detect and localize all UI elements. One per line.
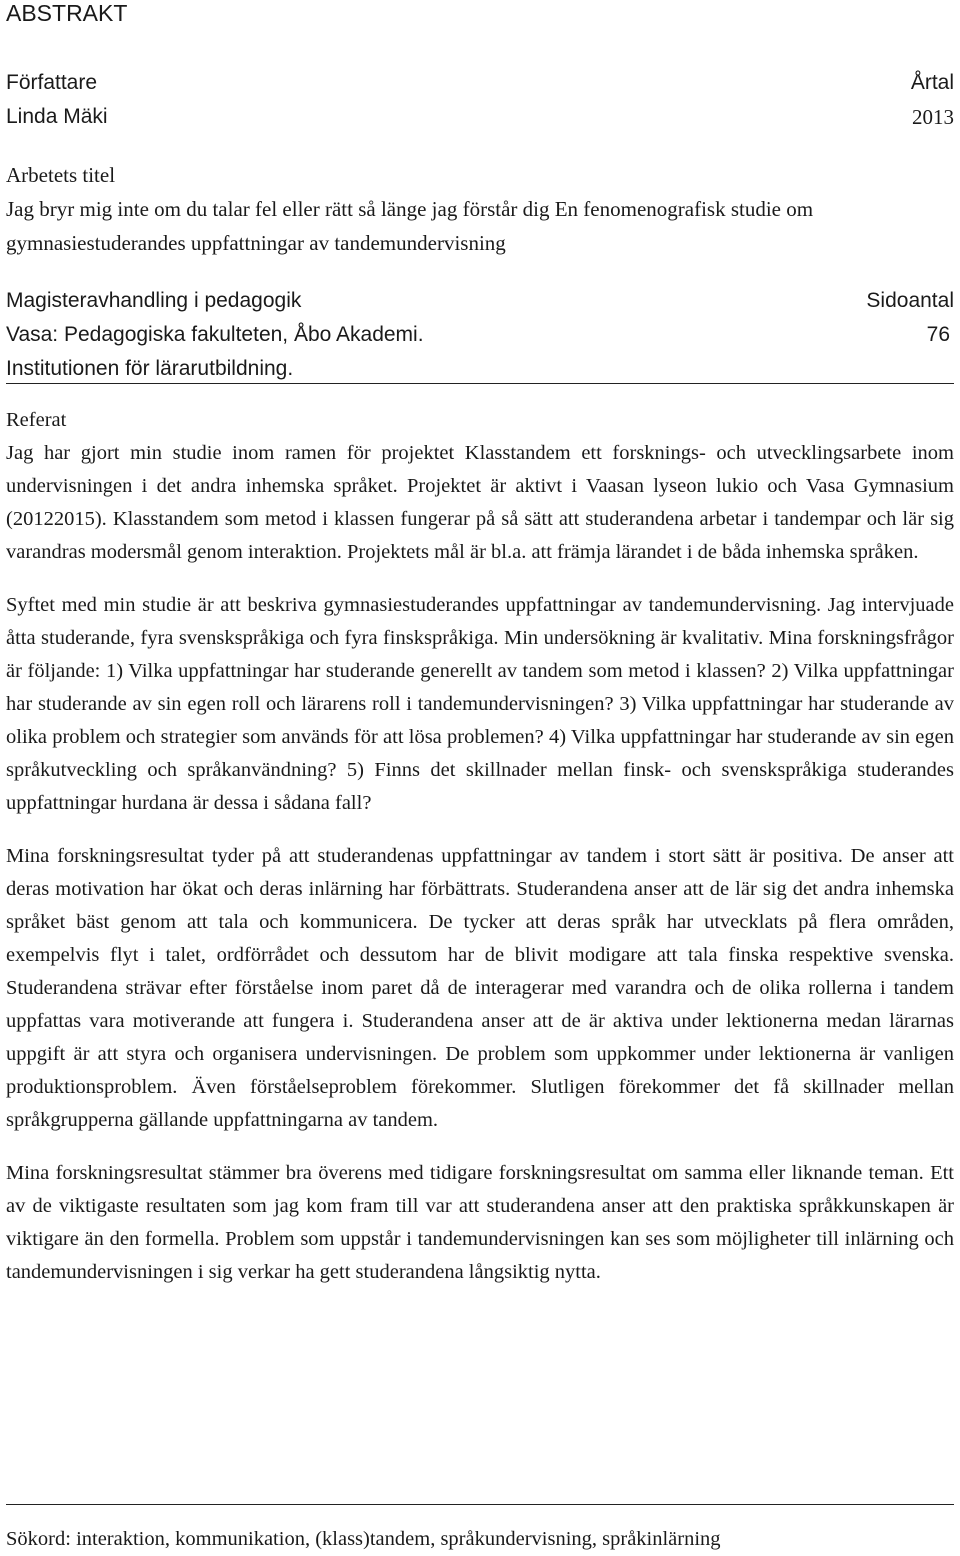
keywords-line: [6, 1524, 954, 1554]
abstract-paragraph-3: Mina forskningsresultat tyder på att studerandenas uppfattningar av tandem i stort sätt är positiva. De anser att deras motivation har ökat och deras inlärning har förbättrats. Studerandena anser att de lär sig det andra inhemska språket bäst genom att tala och kommunicera. De tycker att deras språk har utvecklats på flera områden, exempelvis flyt i talet, ordförrådet och dessutom har de blivit modigare att tala finska respektive svenska. Studerandena strävar efter förståelse inom paret då de interagerar med varandra och de olika rollerna i tandem uppfattas vara motiverande att fungera i. Studerandena anser att de är aktiva under lektionerna medan lärarnas uppgift är att styra och organisera undervisningen. De problem som uppkommer under lektionerna är vanligen produktionsproblem. Även förståelseproblem förekommer. Slutligen förekommer det få skillnader mellan språkgrupperna gällande uppfattningarna av tandem.: [6, 845, 954, 1131]
page-heading: ABSTRAKT: [6, 0, 128, 26]
abstract-paragraph-4: Mina forskningsresultat stämmer bra överens med tidigare forskningsresultat om samma eller liknande teman. Ett av de viktigaste resultaten som jag kom fram till var att studerandena anser att den praktiska språkkunskapen är viktigare än den formella. Problem som uppstår i tandemundervisningen kan ses som möjligheter till inlärning och tandemundervisningen i sig verkar ha gett studerandena långsiktig nytta.: [6, 1162, 954, 1283]
divider-bottom: [6, 1504, 954, 1505]
abstract-paragraph-2: Syftet med min studie är att beskriva gymnasiestuderandes uppfattningar av tandemundervisning. Jag intervjuade åtta studerande, fyra svenskspråkiga och fyra finskspråkiga. Min undersökning är kvalitativ. Mina forskningsfrågor är följande: 1) Vilka uppfattningar har studerande generellt av tandem som metod i klassen? 2) Vilka uppfattningar har studerande av sin egen roll och lärarens roll i tandemundervisningen? 3) Vilka uppfattningar har studerande av olika problem och strategier som används för att lösa problemen? 4) Vilka uppfattningar har studerande av sin egen språkutveckling och språkanvändning? 5) Finns det skillnader mellan finsk- och svenskspråkiga studerandes uppfattningar hurdana är dessa i sådana fall?: [6, 594, 954, 814]
abstract-section: [6, 404, 954, 1289]
institution-line: Institutionen för lärarutbildning.: [6, 357, 294, 380]
abstract-paragraph-1: Jag har gjort min studie inom ramen för projektet Klasstandem ett forsknings- och utvecklingsarbete inom undervisningen i det andra inhemska språket. Projektet är aktivt i Vaasan lyseon lukio och Vasa Gymnasium (20122015). Klasstandem som metod i klassen fungerar på så sätt att studerandena arbetar i tandempar och lär sig varandras modersmål genom interaktion. Projektets mål är bl.a. att främja lärandet i de båda inhemska språken.: [6, 442, 954, 563]
abstract-label: Referat: [6, 409, 67, 431]
abstract-page: [6, 0, 954, 1550]
pages-value: 76: [926, 323, 950, 346]
faculty-line: Vasa: Pedagogiska fakulteten, Åbo Akademi.: [6, 323, 424, 346]
keywords-text: interaktion, kommunikation, (klass)tandem, språkundervisning, språkinlärning: [76, 1528, 721, 1550]
pages-label: Sidoantal: [866, 289, 954, 312]
divider-top: [6, 383, 954, 384]
author-label: Författare: [6, 71, 98, 94]
author-name: Linda Mäki: [6, 105, 108, 128]
thesis-title: Jag bryr mig inte om du talar fel eller rätt så länge jag förstår dig En fenomenografisk studie om gymnasiestuderandes uppfattningar av tandemundervisning: [6, 197, 814, 255]
degree-section: [6, 284, 954, 386]
author-section: [6, 66, 954, 134]
year-value: 2013: [912, 105, 954, 129]
degree-line: Magisteravhandling i pedagogik: [6, 289, 302, 312]
title-section: [6, 158, 954, 260]
year-label: Årtal: [910, 71, 954, 94]
keywords-label: Sökord:: [6, 1528, 71, 1550]
title-label: Arbetets titel: [6, 163, 116, 187]
